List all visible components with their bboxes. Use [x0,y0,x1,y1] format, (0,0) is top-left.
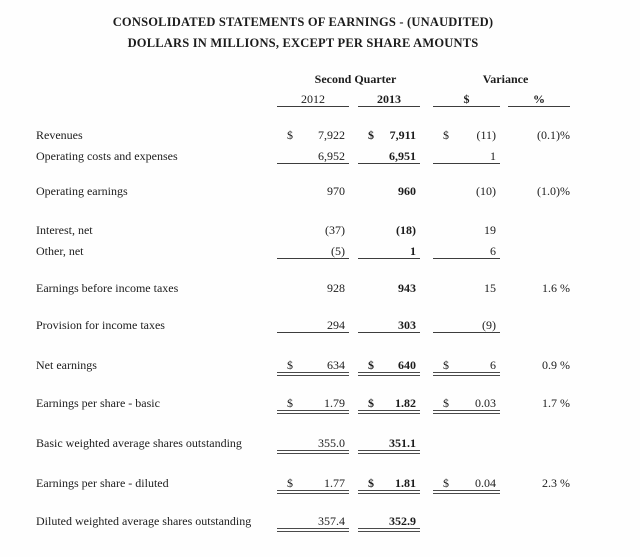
value-2012: 6,952 [318,149,345,163]
cell-2013 [358,222,420,238]
value-variance-pct: 2.3 % [542,476,570,490]
value-variance-pct: 1.7 % [542,396,570,410]
value-2013: 943 [398,281,416,295]
cell-2013 [358,357,420,373]
cell-variance [433,475,500,491]
document-header [0,0,606,54]
row-label: Other, net [36,244,84,258]
dollar-sign: $ [443,128,449,142]
cell-2012 [277,475,349,491]
spacer [36,204,570,222]
value-variance-pct: (0.1)% [537,128,570,142]
dollar-sign: $ [443,396,449,410]
value-variance: (10) [476,184,496,198]
row-basic-weighted-shares [36,435,570,456]
cell-variance [433,127,500,143]
column-group-header-row [36,72,570,92]
col-group-variance: Variance [482,72,529,86]
header-spacer [36,72,277,92]
value-2012: 928 [327,281,345,295]
dollar-sign: $ [287,358,293,372]
col-header-variance-dollar: $ [433,92,500,107]
value-variance-pct [500,513,570,514]
value-2012: 355.0 [318,436,345,450]
cell-variance [433,148,500,164]
value-2013: 1.81 [395,476,416,490]
value-2013: 6,951 [389,149,416,163]
value-variance-pct: 0.9 % [542,358,570,372]
cell-2013 [358,127,420,143]
dollar-sign: $ [287,128,293,142]
dollar-sign: $ [287,396,293,410]
dollar-sign: $ [443,358,449,372]
column-header-row [36,92,570,107]
cell-2012 [277,183,349,199]
value-2012: (5) [331,244,345,258]
row-operating-costs [36,148,570,169]
value-variance: 0.04 [475,476,496,490]
cell-variance [433,395,500,411]
value-2013: 352.9 [389,514,416,528]
cell-2012 [277,148,349,164]
cell-variance [433,280,500,296]
row-label: Interest, net [36,223,93,237]
cell-variance [433,222,500,238]
row-label: Net earnings [36,358,97,372]
spacer [36,169,570,183]
value-2013: 351.1 [389,436,416,450]
dollar-sign: $ [287,476,293,490]
cell-2012 [277,435,349,451]
row-label: Operating costs and expenses [36,149,178,163]
row-net-earnings [36,357,570,378]
cell-2012 [277,222,349,238]
col-header-variance-pct: % [508,92,570,107]
row-interest-net [36,222,570,243]
earnings-table [36,72,570,534]
col-group-second-quarter: Second Quarter [314,72,397,86]
value-variance-pct: (1.0)% [537,184,570,198]
dollar-sign: $ [368,476,374,490]
cell-variance [433,513,500,529]
cell-variance [433,357,500,373]
row-label: Basic weighted average shares outstanding [36,436,242,450]
value-2012: 1.79 [324,396,345,410]
cell-2012 [277,513,349,529]
value-2013: (18) [396,223,416,237]
value-2013: 640 [398,358,416,372]
row-label: Earnings per share - basic [36,396,160,410]
value-variance-pct [500,317,570,318]
dollar-sign: $ [368,396,374,410]
value-variance: 6 [490,358,496,372]
value-2012: 357.4 [318,514,345,528]
row-eps-basic [36,395,570,416]
cell-2012 [277,395,349,411]
value-2013: 303 [398,318,416,332]
value-2013: 1.82 [395,396,416,410]
header-gap [349,92,358,107]
col-header-2013: 2013 [358,92,420,107]
row-label: Diluted weighted average shares outstanding [36,514,252,528]
spacer [36,107,570,127]
value-variance: 0.03 [475,396,496,410]
value-variance: 19 [484,223,496,237]
row-revenues [36,127,570,148]
spacer [36,496,570,513]
doc-title: CONSOLIDATED STATEMENTS OF EARNINGS - (UNAUDITED) [112,15,494,29]
header-spacer [36,92,277,107]
value-variance: 6 [490,244,496,258]
cell-2013 [358,317,420,333]
row-label: Earnings per share - diluted [36,476,169,490]
row-label: Earnings before income taxes [36,281,179,295]
spacer [36,378,570,395]
dollar-sign: $ [368,358,374,372]
value-2012: 294 [327,318,345,332]
row-operating-earnings [36,183,570,204]
row-provision-income-taxes [36,317,570,338]
cell-2013 [358,475,420,491]
value-variance-pct [500,222,570,223]
cell-variance [433,317,500,333]
row-earnings-before-taxes [36,280,570,301]
value-2013: 1 [410,244,416,258]
value-variance-pct [500,148,570,149]
row-diluted-weighted-shares [36,513,570,534]
cell-2013 [358,395,420,411]
dollar-sign: $ [368,128,374,142]
doc-subtitle: DOLLARS IN MILLIONS, EXCEPT PER SHARE AMOUNTS [127,36,479,50]
row-eps-diluted [36,475,570,496]
spacer [36,264,570,280]
value-2012: (37) [325,223,345,237]
row-label: Provision for income taxes [36,318,165,332]
spacer [36,301,570,317]
cell-variance [433,435,500,451]
value-2012: 1.77 [324,476,345,490]
value-2013: 7,911 [389,128,416,142]
spacer [36,338,570,357]
cell-2012 [277,280,349,296]
row-label: Revenues [36,128,83,142]
value-variance: (9) [482,318,496,332]
value-2012: 7,922 [318,128,345,142]
col-header-2012: 2012 [277,92,349,107]
spacer [36,456,570,475]
cell-2013 [358,243,420,259]
cell-2012 [277,317,349,333]
value-variance-pct: 1.6 % [542,281,570,295]
cell-2012 [277,243,349,259]
spacer [36,416,570,435]
cell-2013 [358,280,420,296]
value-variance-pct [500,435,570,436]
cell-2013 [358,435,420,451]
value-2012: 634 [327,358,345,372]
row-label: Operating earnings [36,184,128,198]
value-2013: 960 [398,184,416,198]
value-variance: 1 [490,149,496,163]
header-gap [420,72,433,92]
header-gap [420,92,433,107]
cell-2013 [358,148,420,164]
cell-2013 [358,513,420,529]
cell-variance [433,243,500,259]
dollar-sign: $ [443,476,449,490]
value-variance: (11) [476,128,496,142]
cell-variance [433,183,500,199]
cell-2013 [358,183,420,199]
cell-2012 [277,357,349,373]
cell-2012 [277,127,349,143]
row-other-net [36,243,570,264]
value-variance-pct [500,243,570,244]
value-variance: 15 [484,281,496,295]
value-2012: 970 [327,184,345,198]
